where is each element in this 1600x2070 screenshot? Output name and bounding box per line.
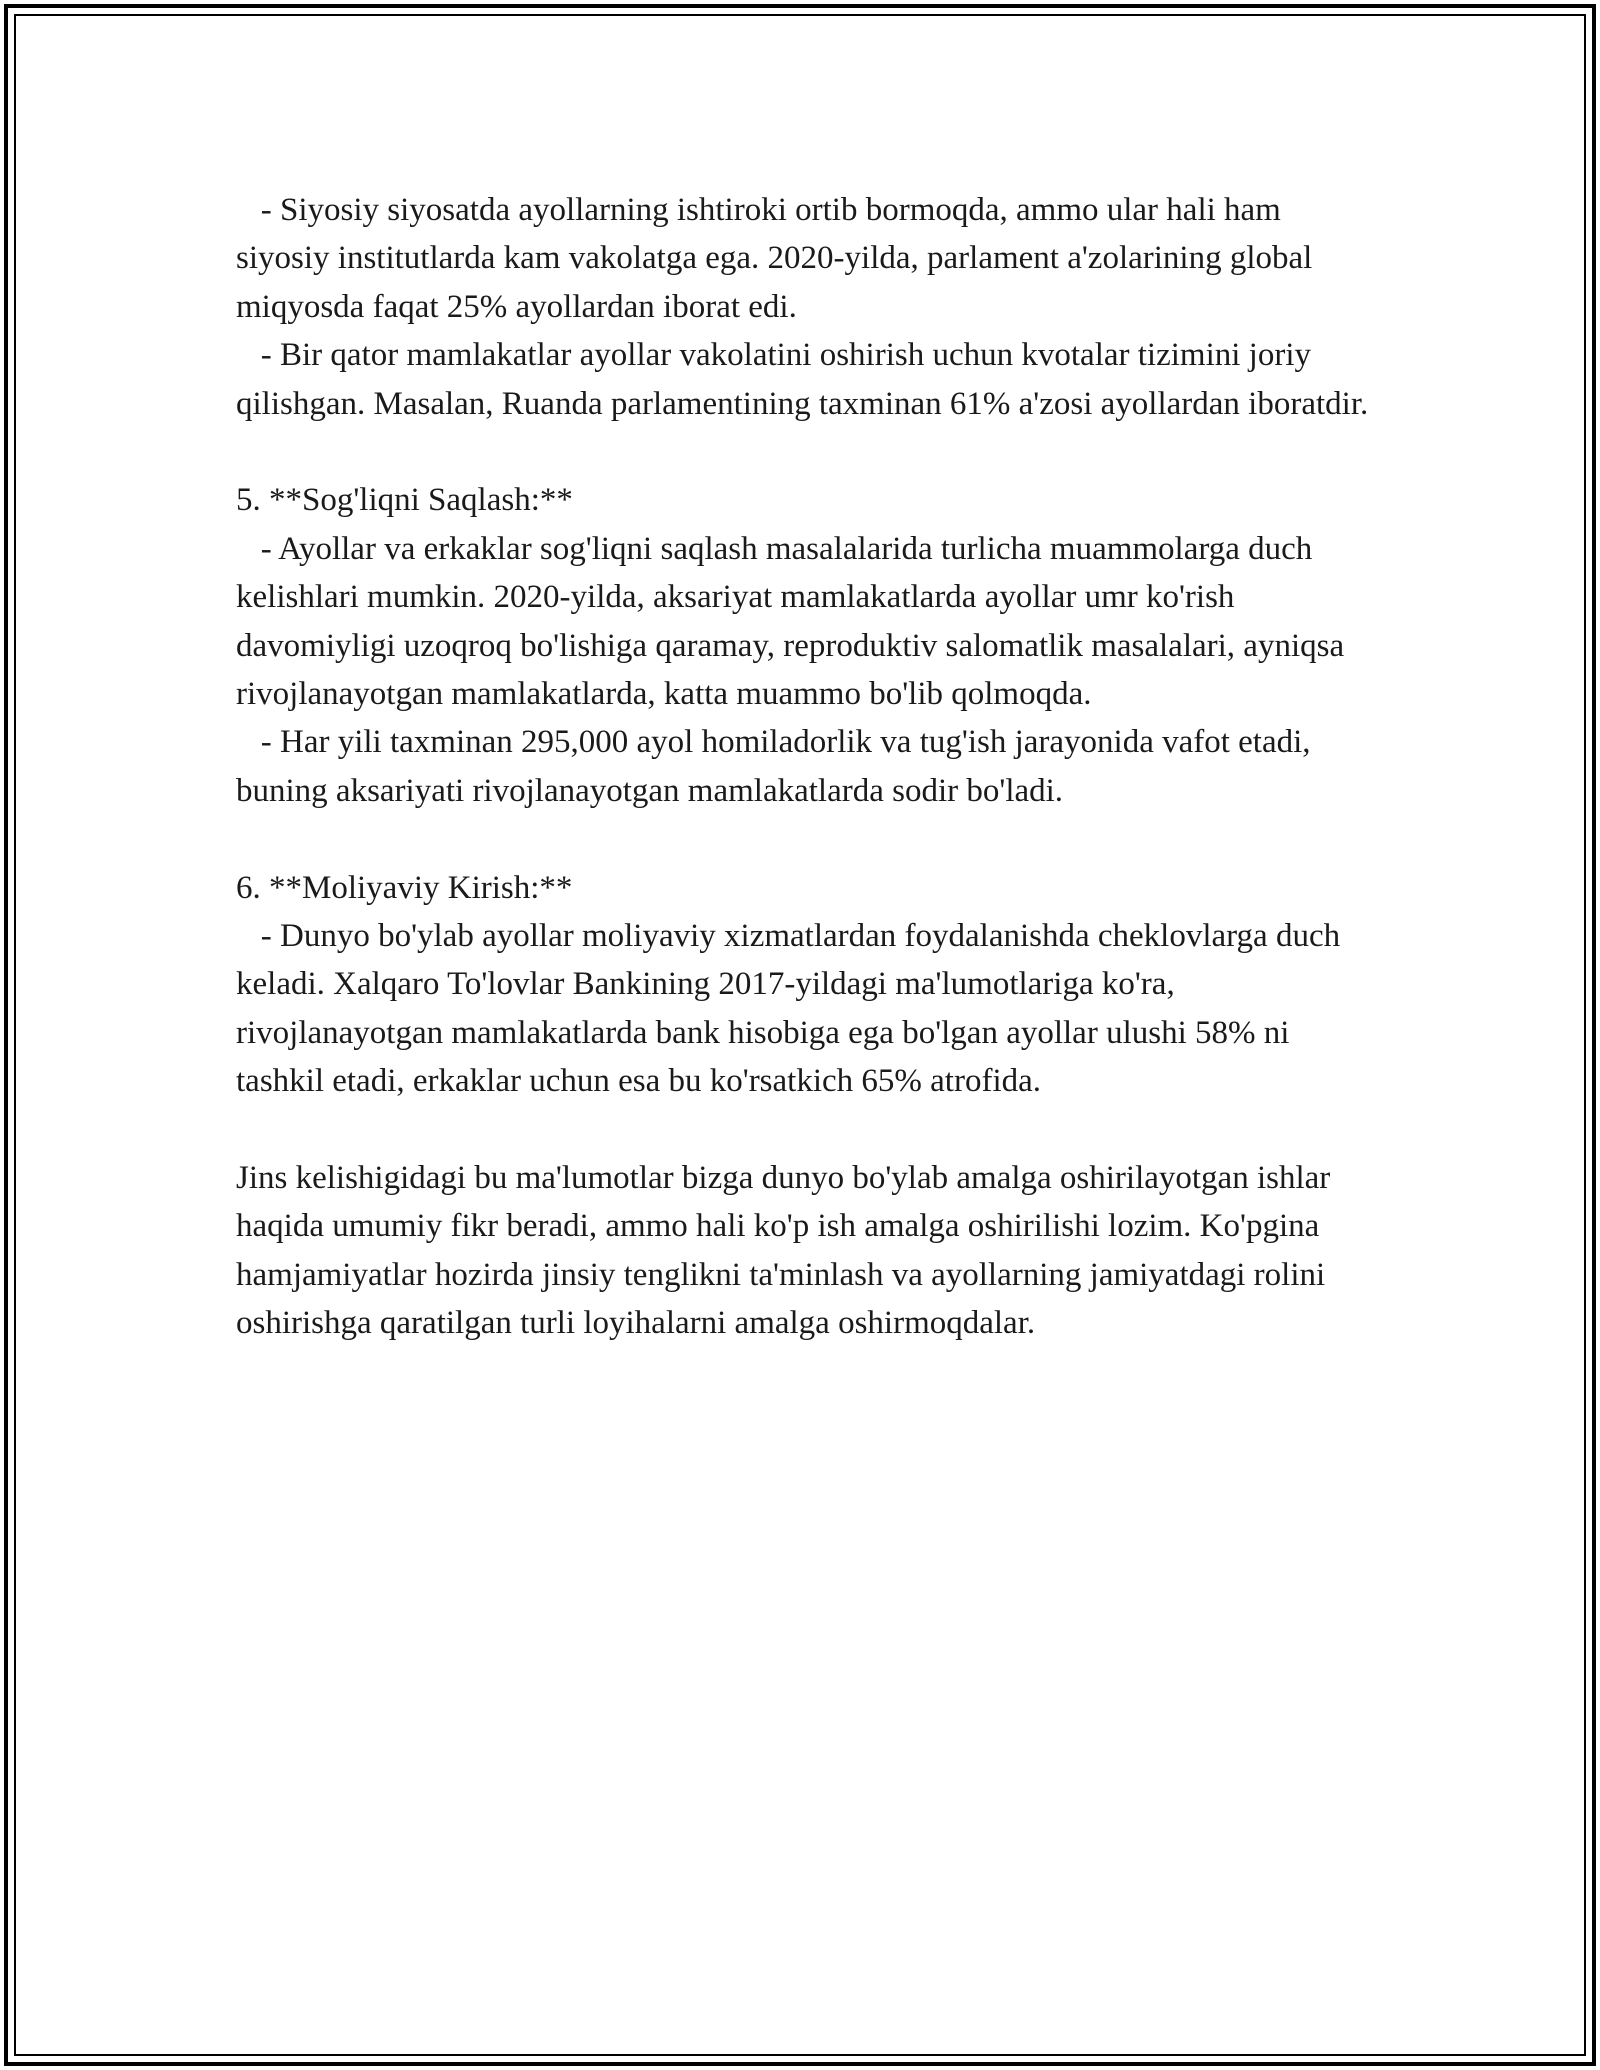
paragraph-spacer — [236, 815, 1376, 863]
paragraph-financial-access: - Dunyo bo'ylab ayollar moliyaviy xizmatlardan foydalanishda cheklovlarga duch keladi. Xalqaro To'lovlar Bankining 2017-yildagi ma'lumotlariga ko'ra, rivojlanayotgan mamlakatlarda bank hisobiga ega bo'lgan ayollar ulushi 58% ni tashkil etadi, erkaklar uchun esa bu ko'rsatkich 65% atrofida. — [236, 918, 1349, 1100]
paragraph-spacer — [236, 428, 1376, 476]
paragraph-politics-participation: - Siyosiy siyosatda ayollarning ishtiroki ortib bormoqda, ammo ular hali ham siyosiy institutlarda kam vakolatga ega. 2020-yilda, parlament a'zolarining global miqyosda faqat 25% ayollardan iborat edi. — [236, 192, 1321, 325]
paragraph-health-issues: - Ayollar va erkaklar sog'liqni saqlash masalalarida turlicha muammolarga duch kelishlari mumkin. 2020-yilda, aksariyat mamlakatlarda ayollar umr ko'rish davomiyligi uzoqroq bo'lishiga qaramay, reproduktiv salomatlik masalalari, ayniqsa rivojlanayotgan mamlakatlarda, katta muammo bo'lib qolmoqda. — [236, 530, 1353, 713]
section-heading-health: 5. **Sog'liqni Saqlash:** — [236, 482, 573, 519]
document-body — [236, 186, 1376, 1348]
paragraph-politics-quotas: - Bir qator mamlakatlar ayollar vakolatini oshirish uchun kvotalar tizimini joriy qilishgan. Masalan, Ruanda parlamentining taxminan 61% a'zosi ayollardan iboratdir. — [236, 337, 1369, 422]
section-heading-finance: 6. **Moliyaviy Kirish:** — [236, 869, 573, 906]
paragraph-spacer — [236, 1106, 1376, 1154]
paragraph-maternal-mortality: - Har yili taxminan 295,000 ayol homiladorlik va tug'ish jarayonida vafot etadi, buning aksariyati rivojlanayotgan mamlakatlarda sodir bo'ladi. — [236, 724, 1319, 809]
paragraph-conclusion: Jins kelishigidagi bu ma'lumotlar bizga dunyo bo'ylab amalga oshirilayotgan ishlar haqida umumiy fikr beradi, ammo hali ko'p ish amalga oshirilishi lozim. Ko'pgina hamjamiyatlar hozirda jinsiy tenglikni ta'minlash va ayollarning jamiyatdagi rolini oshirishga qaratilgan turli loyihalarni amalga oshirmoqdalar. — [236, 1160, 1339, 1342]
